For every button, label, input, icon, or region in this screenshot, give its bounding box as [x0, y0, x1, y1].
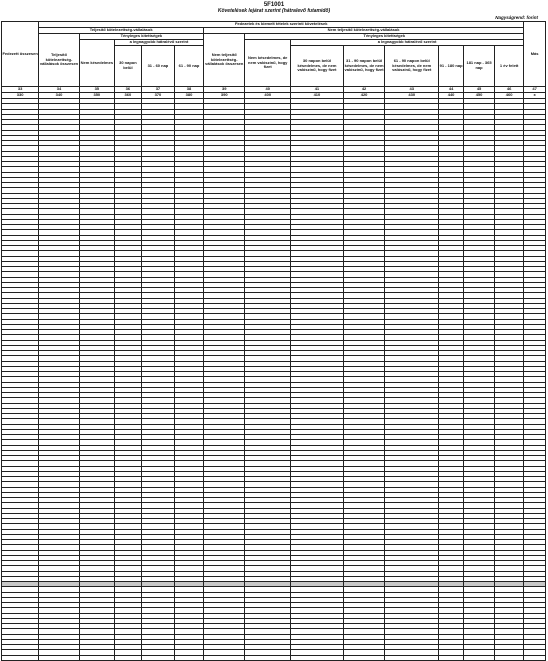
table-cell [439, 655, 464, 660]
row-code: 340 [39, 93, 79, 99]
col-code: 46 [495, 87, 524, 93]
row-code: 420 [343, 93, 384, 99]
report-table [1, 21, 546, 661]
header-a-col-1: Nem késedelmes [79, 40, 114, 87]
col-code: 41 [291, 87, 344, 93]
col-code: 33 [2, 87, 39, 93]
table-cell [524, 655, 546, 660]
header-b-col-2: 30 napon belül késedelmes, de nem valószínű, hogy fizet [291, 46, 344, 87]
table-cell [291, 655, 344, 660]
row-code: 430 [385, 93, 439, 99]
row-code: 390 [204, 93, 245, 99]
header-b-col-0: Nem teljesítő kötelezettség-vállalások összesen [204, 34, 245, 87]
row-code: 360 [114, 93, 141, 99]
col-code: 36 [114, 87, 141, 93]
col-code: 43 [385, 87, 439, 93]
header-b-col-3: 31 - 90 napon belül késedelmes, de nem valószínű, hogy fizet [343, 46, 384, 87]
row-code: 370 [141, 93, 174, 99]
header-a-col-4: 61 - 90 nap [175, 46, 204, 87]
table-cell [245, 655, 291, 660]
header-fedezett: Fedezett összesen [2, 22, 39, 87]
header-a-col-2: 30 napon belül [114, 46, 141, 87]
row-code: 450 [464, 93, 495, 99]
header-b-col-6: 181 nap - 365 nap [464, 46, 495, 87]
header-sub-a: a legnagyobb hátralévő szerint [114, 40, 203, 46]
col-code: 42 [343, 87, 384, 93]
row-code: 410 [291, 93, 344, 99]
report-subtitle: Követelések lejárat szerint (hátralevő futamidő) [217, 8, 331, 14]
table-cell [39, 655, 79, 660]
col-code: 37 [141, 87, 174, 93]
col-code: 34 [39, 87, 79, 93]
row-code: 400 [245, 93, 291, 99]
header-b-col-1: Nem késedelmes, de nem valószínű, hogy fizet [245, 40, 291, 87]
row-code: x [524, 93, 546, 99]
table-cell [79, 655, 114, 660]
table-cell [464, 655, 495, 660]
table-cell [385, 655, 439, 660]
col-code: 40 [245, 87, 291, 93]
col-code: 47 [524, 87, 546, 93]
header-sub-b: a legnagyobb hátralévő szerint [291, 40, 524, 46]
unit-label: Nagyságrend: forint [495, 15, 538, 20]
header-b-col-7: 1 év felett [495, 46, 524, 87]
row-code: 440 [439, 93, 464, 99]
col-code: 44 [439, 87, 464, 93]
header-b-col-4: 61 - 90 napon belül késedelmes, de nem valószínű, hogy fizet [385, 46, 439, 87]
table-cell [204, 655, 245, 660]
report-code: 5F1001 [263, 2, 285, 8]
table-cell [495, 655, 524, 660]
row-code: 350 [79, 93, 114, 99]
row-code: 460 [495, 93, 524, 99]
table-cell [141, 655, 174, 660]
header-mas: Más [524, 22, 546, 87]
col-code: 39 [204, 87, 245, 93]
header-group-a: Teljesítő kötelezettség-vállalások [39, 28, 204, 34]
table-cell [175, 655, 204, 660]
header-subgroup-a: Tényleges kitettségek [79, 34, 203, 40]
col-code: 35 [79, 87, 114, 93]
header-b-col-5: 91 - 180 nap [439, 46, 464, 87]
table-cell [114, 655, 141, 660]
table-cell [2, 655, 39, 660]
header-a-col-0: Teljesítő kötelezettség-vállalások összesen [39, 34, 79, 87]
row-code: 380 [175, 93, 204, 99]
row-code: 330 [2, 93, 39, 99]
header-a-col-3: 31 - 60 nap [141, 46, 174, 87]
header-subgroup-b: Tényleges kitettségek [245, 34, 524, 40]
data-rows [2, 99, 546, 661]
table-row [2, 655, 546, 660]
col-code: 45 [464, 87, 495, 93]
table-cell [343, 655, 384, 660]
header-top-group: Fedezetek és kiemelt tételek szerinti követelések [39, 22, 524, 28]
col-code: 38 [175, 87, 204, 93]
header-group-b: Nem teljesítő kötelezettség-vállalások [204, 28, 524, 34]
